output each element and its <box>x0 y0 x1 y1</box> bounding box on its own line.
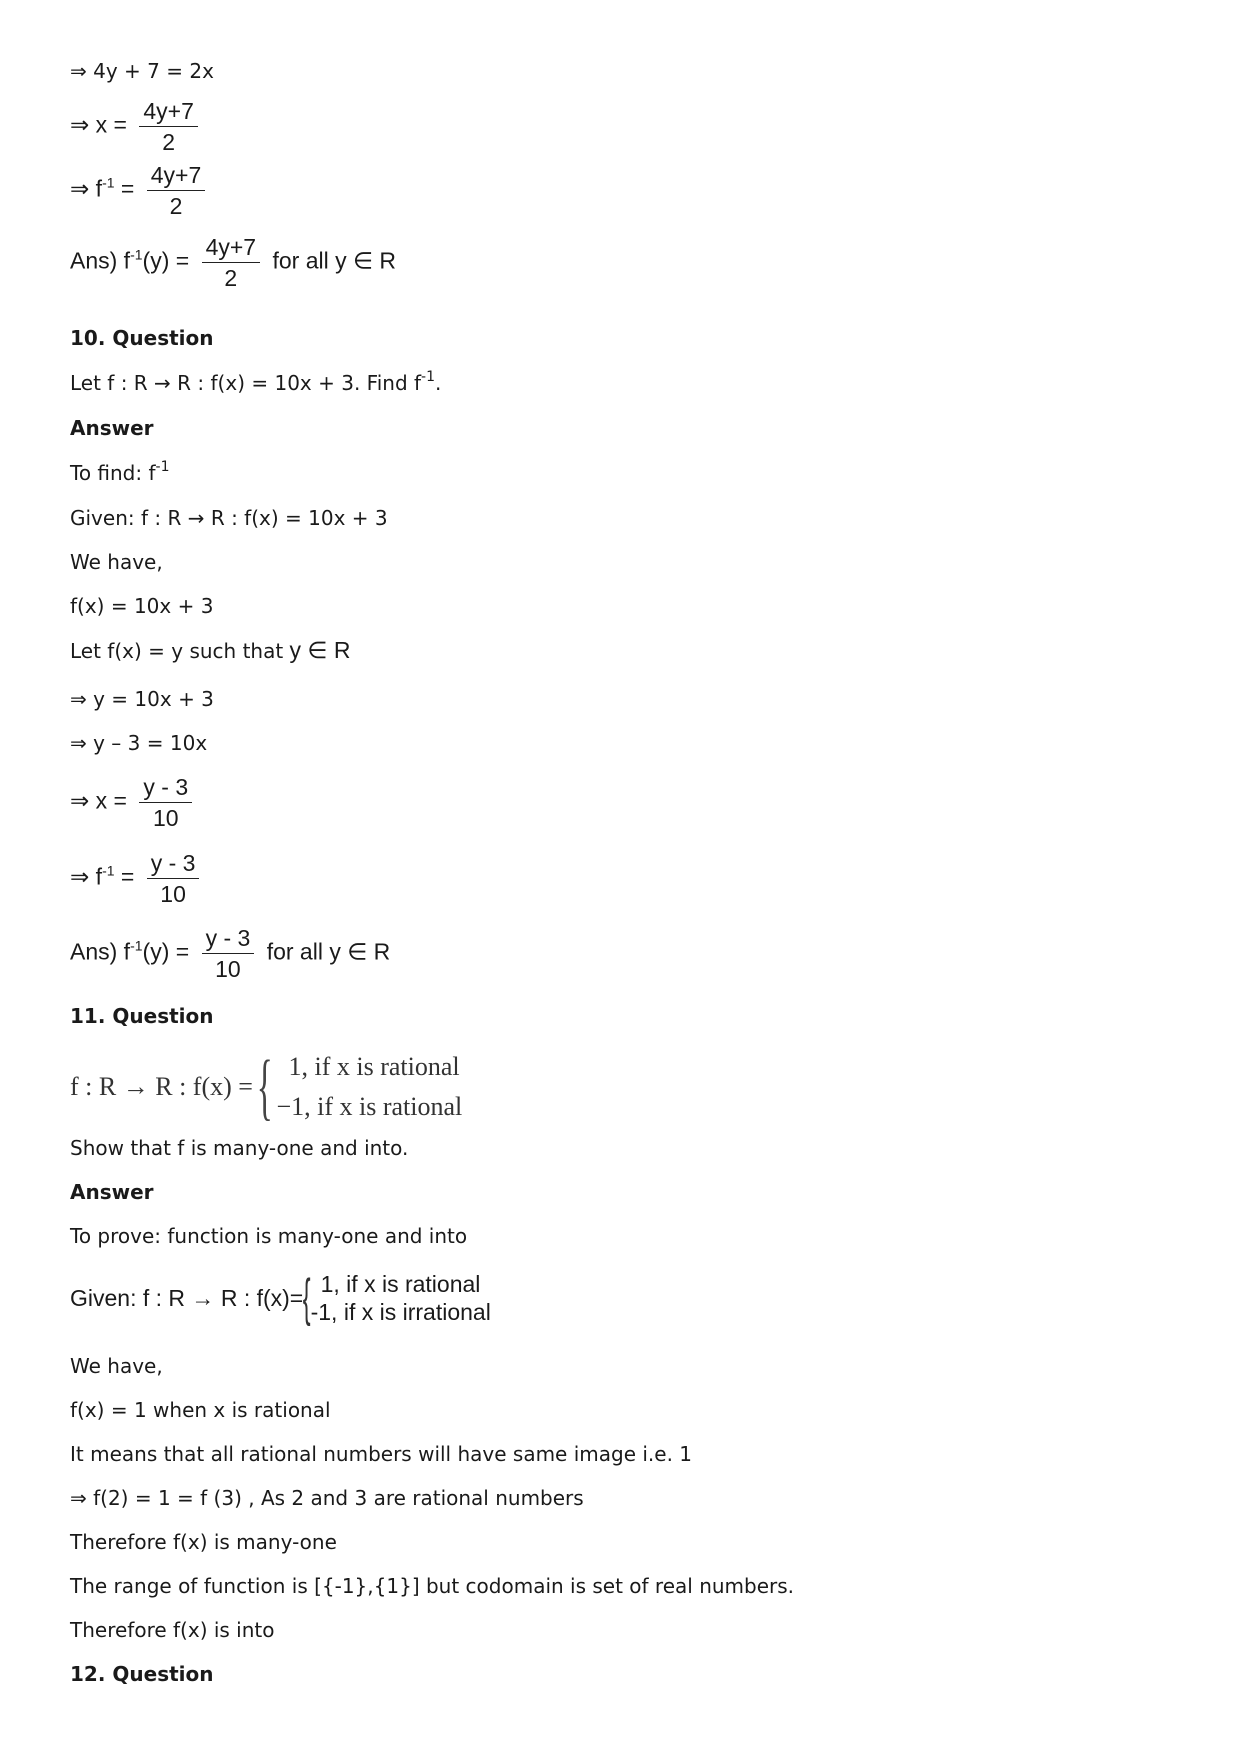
denominator: 2 <box>162 129 176 155</box>
denominator: 10 <box>152 805 179 831</box>
answer-heading: Answer <box>70 1180 154 1204</box>
let-line <box>70 637 350 664</box>
fraction <box>202 234 261 291</box>
superscript: -1 <box>130 937 143 954</box>
proof-line: f(x) = 1 when x is rational <box>70 1398 331 1422</box>
proof-line: Therefore f(x) is many-one <box>70 1530 337 1554</box>
equation-inverse <box>70 162 211 219</box>
answer-mid: (y) = <box>142 938 190 965</box>
equation-inverse <box>70 850 205 907</box>
piecewise-equation <box>70 1270 491 1326</box>
left-brace: { <box>303 1269 311 1327</box>
given-piecewise <box>70 1270 491 1326</box>
piecewise-definition <box>70 1047 462 1127</box>
denominator: 2 <box>224 265 238 291</box>
step-line: ⇒ y = 10x + 3 <box>70 687 214 711</box>
fx-line: f(x) = 10x + 3 <box>70 594 214 618</box>
to-prove-line: To prove: function is many-one and into <box>70 1224 468 1248</box>
period: . <box>435 371 442 395</box>
question-10-text <box>70 370 441 396</box>
numerator: 4y+7 <box>139 98 198 127</box>
let-condition: y ∈ R <box>289 637 351 663</box>
superscript: -1 <box>102 862 115 879</box>
equation-prefix: ⇒ x = <box>70 111 127 138</box>
numerator: 4y+7 <box>147 162 206 191</box>
let-text: Let f(x) = y such that <box>70 639 284 663</box>
step-line: ⇒ y – 3 = 10x <box>70 731 208 755</box>
question-12-heading: 12. Question <box>70 1662 214 1686</box>
question-text: Let f : R → R : f(x) = 10x + 3. Find f <box>70 371 422 395</box>
fraction <box>202 925 255 982</box>
equation-x <box>70 774 198 831</box>
show-line: Show that f is many-one and into. <box>70 1136 409 1160</box>
superscript: -1 <box>155 459 170 475</box>
cases <box>311 1270 491 1326</box>
equation-prefix: ⇒ f <box>70 175 103 202</box>
numerator: y - 3 <box>139 774 192 803</box>
fraction <box>147 850 200 907</box>
piecewise-equation <box>70 1047 462 1127</box>
case-1: 1, if x is rational <box>320 1271 481 1297</box>
equals: = <box>114 863 135 890</box>
case-2: −1, if x is rational <box>276 1092 463 1121</box>
answer-suffix: for all y ∈ R <box>266 938 391 965</box>
numerator: 4y+7 <box>202 234 261 263</box>
question-11-heading: 11. Question <box>70 1004 214 1028</box>
answer-suffix: for all y ∈ R <box>272 247 397 274</box>
we-have-line: We have, <box>70 550 163 574</box>
fraction <box>139 774 192 831</box>
numerator: y - 3 <box>147 850 200 879</box>
denominator: 10 <box>160 881 186 907</box>
given-prefix: Given: f : R → R : f(x)= <box>70 1285 304 1311</box>
superscript: -1 <box>102 174 115 191</box>
numerator: y - 3 <box>202 925 255 954</box>
question-10-heading: 10. Question <box>70 326 214 350</box>
definition-prefix: f : R → R : f(x) = <box>70 1072 253 1101</box>
given-line: Given: f : R → R : f(x) = 10x + 3 <box>70 506 388 530</box>
case-2: -1, if x is irrational <box>310 1299 491 1325</box>
answer-line <box>70 234 396 291</box>
equation-prefix: ⇒ f <box>70 863 103 890</box>
fraction <box>139 98 198 155</box>
answer-prefix: Ans) f <box>70 247 131 274</box>
case-1: 1, if x is rational <box>288 1052 460 1081</box>
proof-line: It means that all rational numbers will have same image i.e. 1 <box>70 1442 693 1466</box>
proof-line: ⇒ f(2) = 1 = f (3) , As 2 and 3 are rational numbers <box>70 1486 584 1510</box>
left-brace: { <box>256 1046 273 1128</box>
to-find-line <box>70 460 170 486</box>
step-line: ⇒ 4y + 7 = 2x <box>70 59 214 83</box>
proof-line: Therefore f(x) is into <box>70 1618 275 1642</box>
equation-prefix: ⇒ x = <box>70 787 127 814</box>
superscript: -1 <box>130 246 143 263</box>
answer-prefix: Ans) f <box>70 938 131 965</box>
proof-line: The range of function is [{-1},{1}] but codomain is set of real numbers. <box>70 1574 795 1598</box>
denominator: 10 <box>215 956 241 982</box>
denominator: 2 <box>169 193 183 219</box>
cases <box>276 1047 462 1127</box>
superscript: -1 <box>421 369 436 385</box>
answer-heading: Answer <box>70 416 154 440</box>
answer-line <box>70 925 390 982</box>
to-find-text: To find: f <box>70 461 156 485</box>
we-have-line: We have, <box>70 1354 163 1378</box>
equals: = <box>114 175 135 202</box>
answer-mid: (y) = <box>142 247 190 274</box>
equation-x <box>70 98 204 155</box>
fraction <box>147 162 206 219</box>
